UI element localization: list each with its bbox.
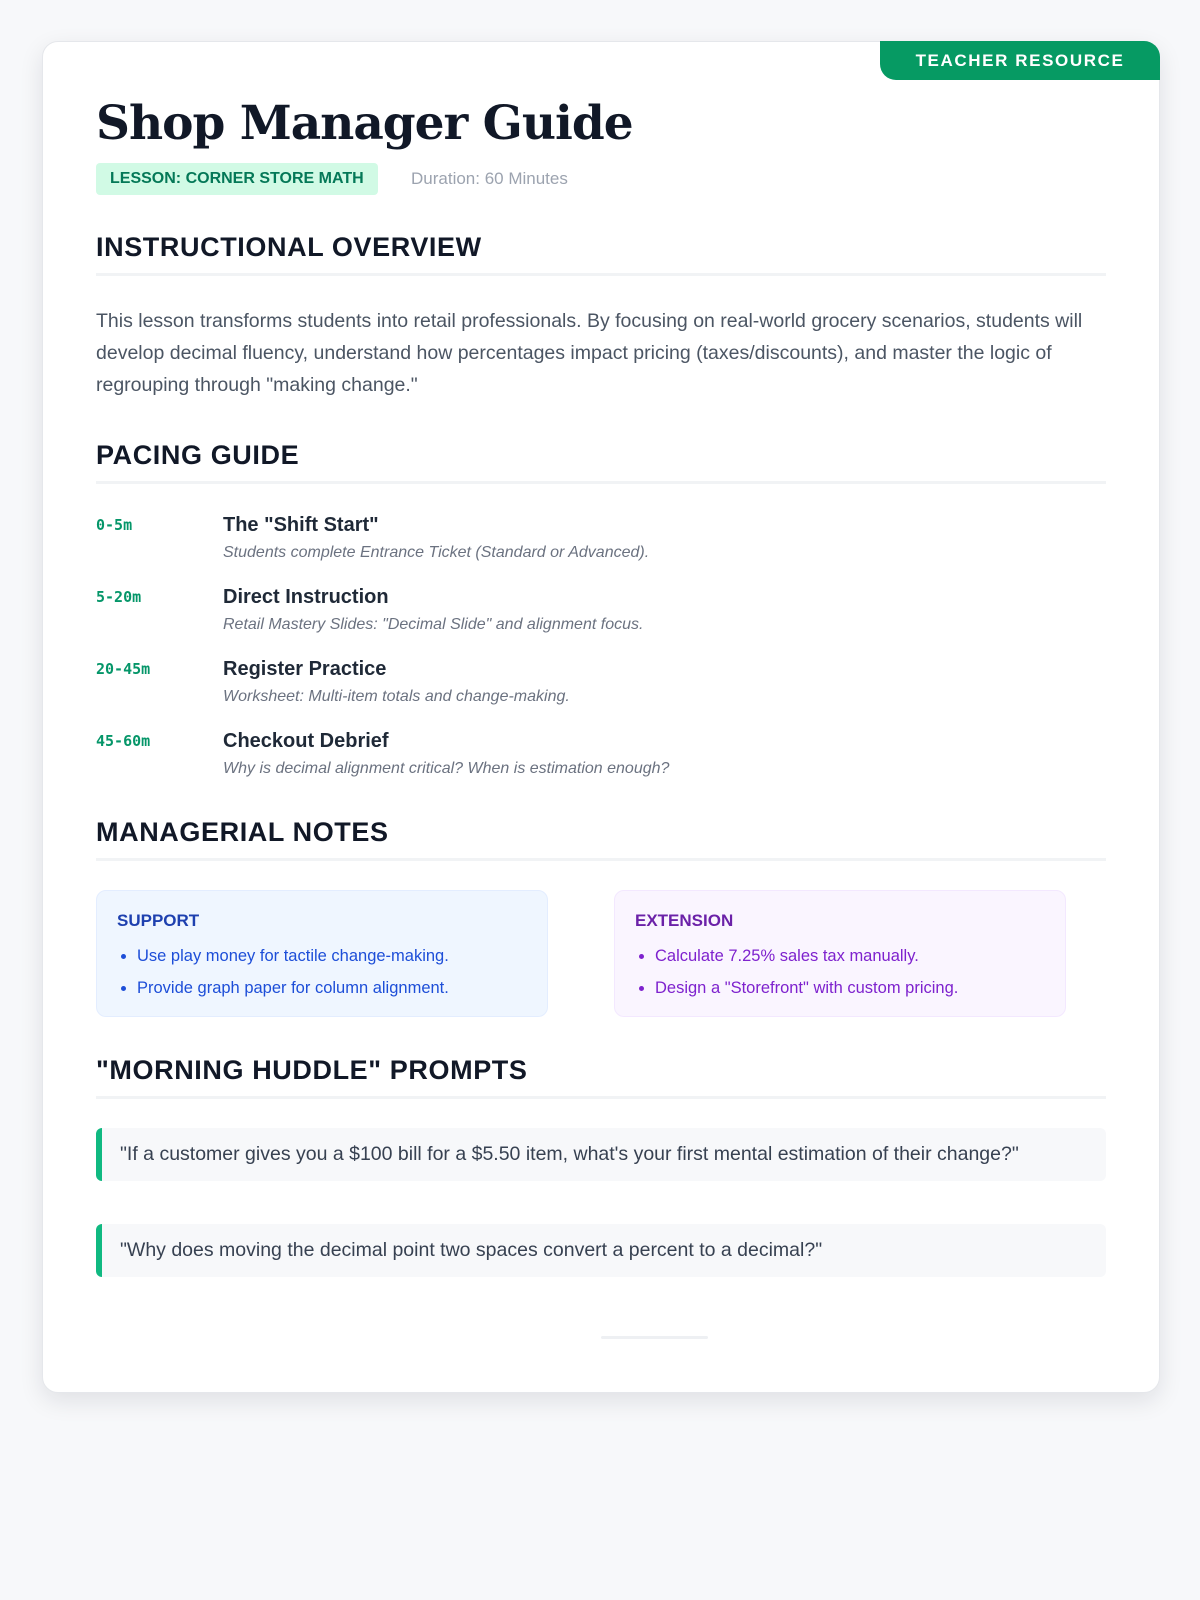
pacing-description: Retail Mastery Slides: "Decimal Slide" and alignment focus. [223, 616, 644, 633]
pacing-item [96, 658, 1106, 718]
pacing-time: 45-60m [96, 732, 151, 750]
lesson-badge: LESSON: CORNER STORE MATH [96, 163, 378, 195]
footer-divider [601, 1336, 708, 1339]
support-item: • Use play money for tactile change-making. [137, 940, 527, 972]
pacing-title: Register Practice [223, 658, 387, 680]
pacing-item [96, 586, 1106, 646]
support-list [117, 940, 527, 1004]
overview-heading: INSTRUCTIONAL OVERVIEW [96, 232, 1106, 276]
pacing-time: 5-20m [96, 588, 142, 606]
page-title: Shop Manager Guide [96, 96, 633, 151]
support-item: • Provide graph paper for column alignment. [137, 972, 527, 1004]
guide-card [42, 41, 1160, 1393]
extension-note-box [614, 890, 1066, 1017]
overview-text: This lesson transforms students into retail professionals. By focusing on real-world grocery scenarios, students will develop decimal fluency, understand how percentages impact pricing (taxes/discounts), and master the logic of regrouping through "making change." [96, 310, 1083, 396]
pacing-description: Why is decimal alignment critical? When is estimation enough? [223, 760, 670, 777]
pacing-time: 0-5m [96, 516, 133, 534]
notes-heading: MANAGERIAL NOTES [96, 817, 1106, 861]
support-heading: SUPPORT [117, 911, 200, 930]
huddle-prompt: "If a customer gives you a $100 bill for a $5.50 item, what's your first mental estimation of their change?" [96, 1128, 1106, 1181]
pacing-title: Direct Instruction [223, 586, 389, 608]
prompts-heading: "MORNING HUDDLE" PROMPTS [96, 1055, 1106, 1099]
teacher-resource-badge: TEACHER RESOURCE [880, 41, 1160, 80]
pacing-description: Students complete Entrance Ticket (Standard or Advanced). [223, 544, 650, 561]
support-note-box [96, 890, 548, 1017]
pacing-time: 20-45m [96, 660, 151, 678]
extension-heading: EXTENSION [635, 911, 734, 930]
pacing-description: Worksheet: Multi-item totals and change-making. [223, 688, 570, 705]
pacing-title: The "Shift Start" [223, 514, 379, 536]
extension-item: • Design a "Storefront" with custom pricing. [655, 972, 1045, 1004]
extension-item: • Calculate 7.25% sales tax manually. [655, 940, 1045, 972]
extension-list [635, 940, 1045, 1004]
huddle-prompt: "Why does moving the decimal point two spaces convert a percent to a decimal?" [96, 1224, 1106, 1277]
pacing-heading: PACING GUIDE [96, 440, 1106, 484]
pacing-item [96, 730, 1106, 790]
pacing-item [96, 514, 1106, 574]
pacing-title: Checkout Debrief [223, 730, 389, 752]
duration-label: Duration: 60 Minutes [411, 169, 568, 188]
